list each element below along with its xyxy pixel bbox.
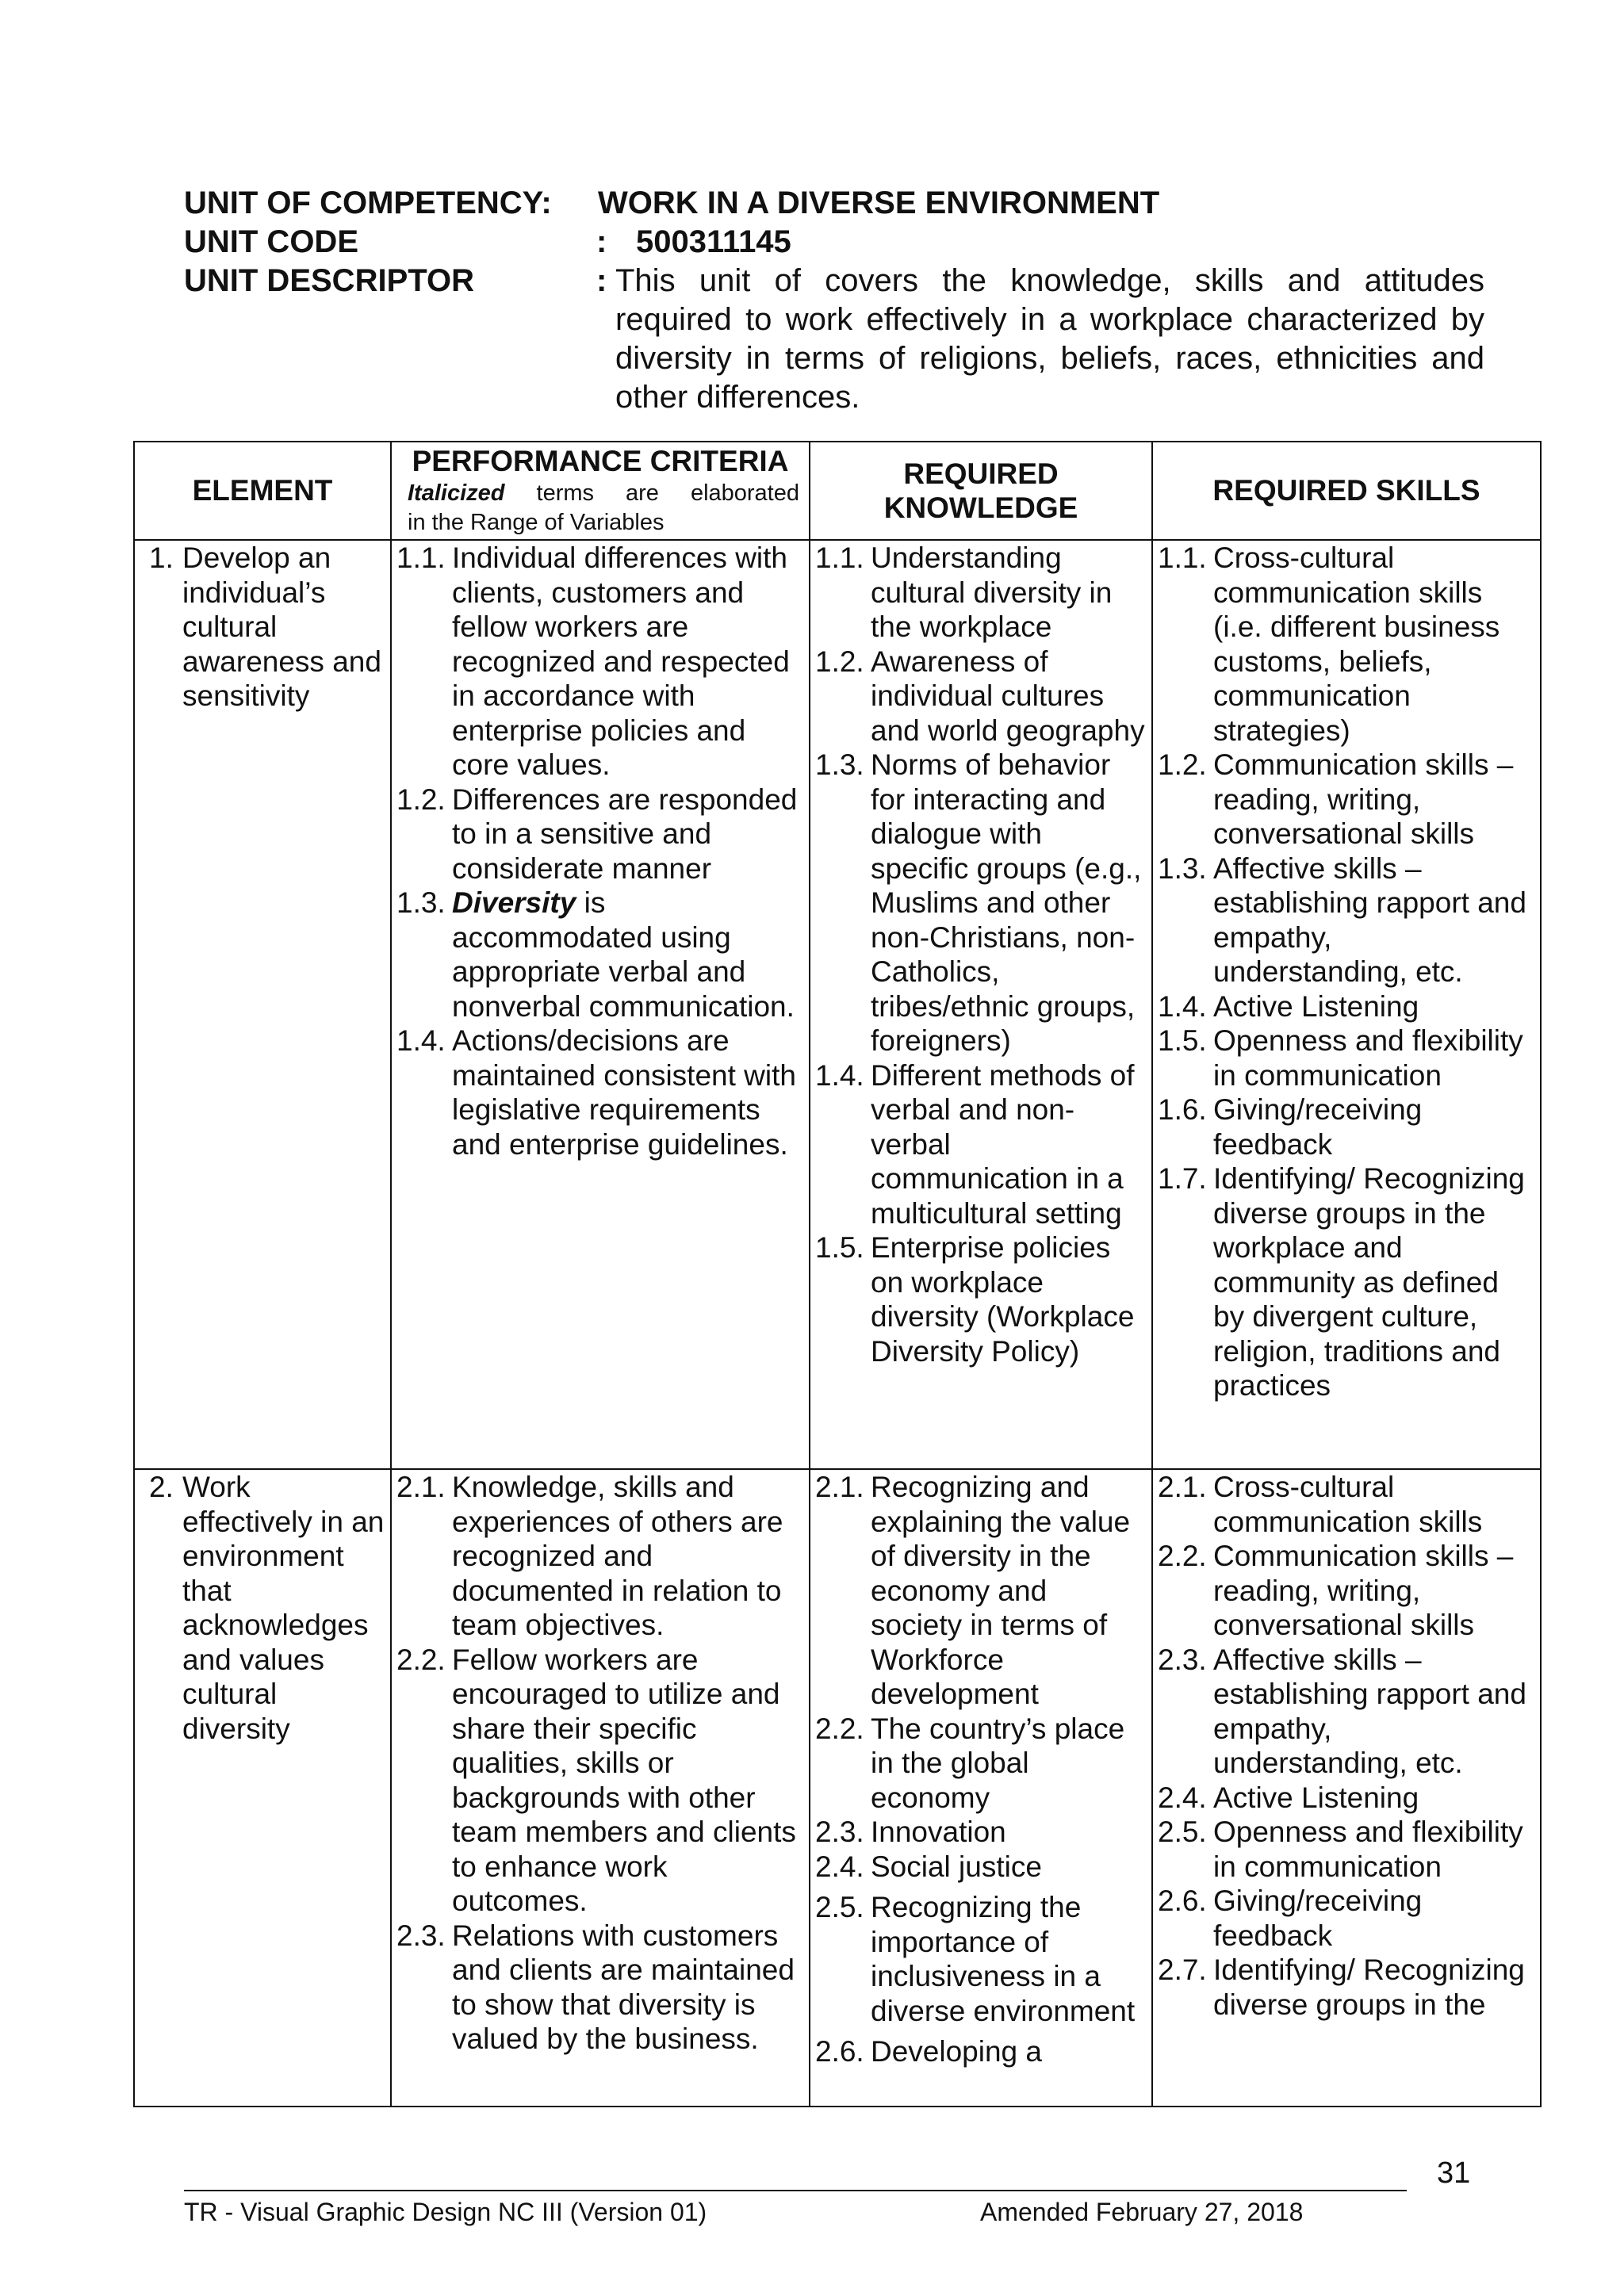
- element-number: 2.: [149, 1471, 174, 1503]
- unit-code-row: [184, 223, 1484, 262]
- table-row: [134, 540, 1541, 1469]
- item-number: 1.4.: [815, 1058, 864, 1092]
- list-item: [396, 1643, 802, 1919]
- item-body: Awareness of individual cultures and world geography: [871, 645, 1145, 747]
- unit-descriptor-colon: :: [596, 263, 607, 298]
- element-text: Develop an individual’s cultural awareness and sensitivity: [182, 541, 381, 712]
- skills-cell-list: [1158, 541, 1534, 1403]
- item-text: [871, 541, 1145, 645]
- item-number: 1.3.: [396, 886, 446, 919]
- item-number: 1.1.: [1158, 541, 1207, 574]
- unit-code-value: 500311145: [636, 224, 791, 259]
- footer-rule: [184, 2190, 1407, 2191]
- list-item: [815, 1815, 1145, 1850]
- item-body: Fellow workers are encouraged to utilize and share their specific qualities, skills or backgrounds with other team members and clients to enhance work outcomes.: [452, 1643, 796, 1917]
- item-number: 1.5.: [815, 1231, 864, 1264]
- note-rest: terms are elaborated: [536, 480, 799, 506]
- list-item: [1158, 1781, 1534, 1816]
- list-item: [396, 783, 802, 886]
- list-item: [815, 1230, 1145, 1368]
- item-body: The country’s place in the global economy: [871, 1712, 1125, 1814]
- competency-table: [133, 441, 1542, 2107]
- unit-code-colon: :: [596, 224, 607, 259]
- list-item: [1158, 748, 1534, 851]
- item-number: 1.4.: [396, 1024, 446, 1057]
- item-number: 2.5.: [815, 1891, 864, 1923]
- item-text: [452, 1643, 802, 1919]
- knowledge-cell-list: [815, 1470, 1145, 2069]
- item-body: Individual differences with clients, customers and fellow workers are recognized and respected in accordance with enterprise policies and core values.: [452, 541, 790, 781]
- item-number: 2.2.: [396, 1643, 446, 1676]
- list-item: [396, 541, 802, 783]
- item-number: 1.7.: [1158, 1162, 1207, 1195]
- item-text: [1213, 1024, 1534, 1093]
- knowledge-cell: [810, 1469, 1152, 2107]
- item-number: 2.3.: [396, 1919, 446, 1952]
- item-number: 2.2.: [815, 1712, 864, 1745]
- criteria-cell: [391, 540, 810, 1469]
- item-text: [871, 1230, 1145, 1368]
- item-body: Openness and flexibility in communication: [1213, 1024, 1523, 1092]
- item-number: 1.1.: [815, 541, 864, 574]
- item-text: [1213, 1643, 1534, 1781]
- item-number: 2.5.: [1158, 1816, 1207, 1848]
- item-body: Giving/receiving feedback: [1213, 1093, 1423, 1161]
- unit-header: [184, 184, 1484, 417]
- item-number: 1.1.: [396, 541, 446, 574]
- knowledge-cell-list: [815, 541, 1145, 1368]
- item-body: Giving/receiving feedback: [1213, 1885, 1423, 1952]
- item-text: [1213, 1470, 1534, 1539]
- item-number: 1.3.: [815, 748, 864, 781]
- list-item: [1158, 1953, 1534, 2022]
- item-number: 1.5.: [1158, 1024, 1207, 1057]
- item-text: [871, 1470, 1145, 1712]
- item-body: Communication skills – reading, writing, conversational skills: [1213, 748, 1514, 850]
- item-number: 2.4.: [815, 1850, 864, 1883]
- item-body: Norms of behavior for interacting and dialogue with specific groups (e.g., Muslims and other non-Christians, non-Catholics, tribes/ethnic groups, foreigners): [871, 748, 1142, 1057]
- unit-of-competency-row: [184, 184, 1484, 223]
- item-text: [871, 645, 1145, 748]
- item-body: Identifying/ Recognizing diverse groups in the: [1213, 1954, 1525, 2021]
- item-body: Recognizing and explaining the value of diversity in the economy and society in terms of Workforce development: [871, 1471, 1131, 1710]
- item-text: [1213, 1884, 1534, 1953]
- item-text: [1213, 851, 1534, 989]
- item-body: Different methods of verbal and non-verbal communication in a multicultural setting: [871, 1058, 1135, 1230]
- table-row: [134, 1469, 1541, 2107]
- list-item: [1158, 851, 1534, 989]
- item-body: Knowledge, skills and experiences of others are recognized and documented in relation to team objectives.: [452, 1471, 783, 1641]
- item-body: Active Listening: [1213, 989, 1419, 1023]
- criteria-cell: [391, 1469, 810, 2107]
- list-item: [815, 1470, 1145, 1712]
- list-item: [1158, 1470, 1534, 1539]
- item-text: [452, 1024, 802, 1161]
- list-item: [815, 1058, 1145, 1231]
- item-number: 2.4.: [1158, 1781, 1207, 1814]
- criteria-cell-list: [396, 541, 802, 1161]
- list-item: [1158, 1815, 1534, 1884]
- header-required-knowledge: REQUIRED KNOWLEDGE: [810, 442, 1152, 540]
- performance-criteria-title: PERFORMANCE CRITERIA: [412, 445, 789, 477]
- italicized-word: Italicized: [408, 480, 505, 506]
- item-number: 1.3.: [1158, 851, 1207, 885]
- item-text: [452, 1470, 802, 1643]
- element-text: Work effectively in an environment that acknowledges and values cultural diversity: [182, 1471, 385, 1745]
- item-number: 2.1.: [815, 1471, 864, 1503]
- list-item: [1158, 1643, 1534, 1781]
- list-item: [149, 541, 385, 714]
- list-item: [1158, 1884, 1534, 1953]
- item-text: [1213, 1815, 1534, 1884]
- item-body: Communication skills – reading, writing, conversational skills: [1213, 1540, 1514, 1641]
- item-text: [452, 886, 802, 1024]
- unit-code-label: UNIT CODE: [184, 224, 358, 259]
- item-body: Openness and flexibility in communication: [1213, 1816, 1523, 1883]
- item-body: Actions/decisions are maintained consistent with legislative requirements and enterprise guidelines.: [452, 1024, 796, 1161]
- list-item: [815, 645, 1145, 748]
- item-text: [452, 783, 802, 886]
- item-text: [871, 1815, 1006, 1850]
- item-text: [871, 1850, 1042, 1885]
- element-number: 1.: [149, 541, 174, 574]
- item-body: Enterprise policies on workplace diversity (Workplace Diversity Policy): [871, 1231, 1135, 1368]
- header-required-skills: REQUIRED SKILLS: [1152, 442, 1541, 540]
- footer-document-title: TR - Visual Graphic Design NC III (Version 01): [184, 2198, 707, 2226]
- item-body: Understanding cultural diversity in the workplace: [871, 541, 1113, 643]
- item-text: [1213, 1093, 1534, 1161]
- list-item: [1158, 1161, 1534, 1403]
- item-text: [1213, 1161, 1534, 1403]
- table-header-row: [134, 442, 1541, 540]
- skills-cell-list: [1158, 1470, 1534, 2022]
- skills-cell: [1152, 540, 1541, 1469]
- list-item: [1158, 1539, 1534, 1643]
- item-body: Developing a: [871, 2035, 1042, 2068]
- item-body: is accommodated using appropriate verbal and nonverbal communication.: [452, 886, 795, 1023]
- list-item: [396, 1470, 802, 1643]
- item-number: 2.6.: [815, 2035, 864, 2068]
- item-body: Relations with customers and clients are maintained to show that diversity is valued by the business.: [452, 1919, 795, 2055]
- item-number: 2.1.: [1158, 1471, 1207, 1503]
- item-body: Cross-cultural communication skills: [1213, 1471, 1483, 1538]
- list-item: [815, 541, 1145, 645]
- item-number: 1.6.: [1158, 1093, 1207, 1126]
- list-item: [815, 1712, 1145, 1816]
- element-cell: [134, 1469, 391, 2107]
- item-body: Affective skills – establishing rapport and empathy, understanding, etc.: [1213, 851, 1526, 988]
- item-number: 2.1.: [396, 1471, 446, 1503]
- footer-amended-date: Amended February 27, 2018: [980, 2198, 1304, 2226]
- item-body: Affective skills – establishing rapport and empathy, understanding, etc.: [1213, 1643, 1526, 1779]
- item-text: [1213, 1953, 1534, 2022]
- unit-descriptor-value: This unit of covers the knowledge, skills and attitudes required to work effectively in a workplace characterized by diversity in terms of religions, beliefs, races, ethnicities and other differences.: [615, 263, 1484, 415]
- list-item: [1158, 1093, 1534, 1161]
- list-item: [1158, 541, 1534, 748]
- list-item: [396, 1919, 802, 2057]
- item-number: 1.2.: [815, 645, 864, 678]
- item-text: [871, 1712, 1145, 1816]
- item-body: Active Listening: [1213, 1781, 1419, 1814]
- item-number: 2.6.: [1158, 1885, 1207, 1917]
- item-text: [1213, 989, 1419, 1024]
- item-body: Social justice: [871, 1850, 1042, 1883]
- unit-of-competency-label: UNIT OF COMPETENCY:: [184, 186, 552, 220]
- list-item: [396, 1024, 802, 1161]
- criteria-cell-list: [396, 1470, 802, 2057]
- item-emphasis: Diversity: [452, 886, 576, 919]
- item-number: 2.3.: [815, 1816, 864, 1848]
- list-item: [149, 1470, 385, 1746]
- list-item: [815, 2034, 1145, 2069]
- item-number: 2.2.: [1158, 1540, 1207, 1572]
- unit-descriptor-row: [184, 262, 1484, 417]
- item-text: [871, 2034, 1042, 2069]
- item-text: [871, 1058, 1145, 1231]
- performance-criteria-note: [392, 477, 809, 509]
- header-performance-criteria: [391, 442, 810, 540]
- item-text: [871, 1890, 1145, 2028]
- item-number: 1.4.: [1158, 989, 1207, 1023]
- item-body: Recognizing the importance of inclusiveness in a diverse environment: [871, 1891, 1136, 2027]
- item-body: Innovation: [871, 1816, 1006, 1848]
- item-text: [452, 1919, 802, 2057]
- item-body: Identifying/ Recognizing diverse groups in the workplace and community as defined by divergent culture, religion, traditions and practices: [1213, 1162, 1525, 1402]
- list-item: [1158, 989, 1534, 1024]
- list-item: [815, 748, 1145, 1058]
- item-text: [871, 748, 1145, 1058]
- item-number: 2.7.: [1158, 1954, 1207, 1986]
- item-text: [1213, 1781, 1419, 1816]
- element-item: [149, 1470, 385, 1746]
- list-item: [1158, 1024, 1534, 1093]
- item-number: 1.2.: [396, 783, 446, 816]
- item-text: [1213, 541, 1534, 748]
- header-element: ELEMENT: [134, 442, 391, 540]
- list-item: [396, 886, 802, 1024]
- skills-cell: [1152, 1469, 1541, 2107]
- element-item: [149, 541, 385, 714]
- list-item: [815, 1890, 1145, 2028]
- item-number: 1.2.: [1158, 748, 1207, 781]
- page-number: 31: [1437, 2156, 1471, 2190]
- unit-descriptor-label: UNIT DESCRIPTOR: [184, 263, 474, 298]
- item-body: Differences are responded to in a sensitive and considerate manner: [452, 783, 798, 885]
- item-text: [452, 541, 802, 783]
- unit-of-competency-value: WORK IN A DIVERSE ENVIRONMENT: [598, 186, 1160, 220]
- item-text: [1213, 1539, 1534, 1643]
- item-body: Cross-cultural communication skills (i.e. different business customs, beliefs, communication strategies): [1213, 541, 1500, 747]
- list-item: [815, 1850, 1145, 1885]
- knowledge-cell: [810, 540, 1152, 1469]
- item-text: [1213, 748, 1534, 851]
- element-cell: [134, 540, 391, 1469]
- performance-criteria-note-line2: in the Range of Variables: [408, 510, 665, 535]
- item-number: 2.3.: [1158, 1643, 1207, 1676]
